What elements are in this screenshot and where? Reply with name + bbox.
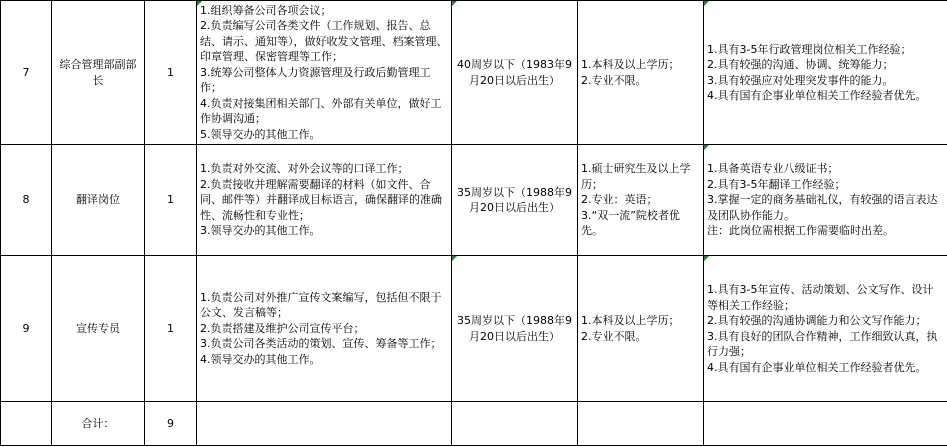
duty-item: 4.领导交办的其他工作。 — [200, 352, 321, 366]
total-value: 9 — [145, 402, 197, 446]
education-item: 1.本科及以上学历； — [581, 58, 680, 71]
requirement-item: 1.具有3-5年宣传、活动策划、公文写作、设计等相关工作经验； — [707, 283, 934, 312]
total-row — [1, 402, 947, 446]
duty-item: 2.负责接收并理解需要翻译的材料（如文件、合同、邮件等）并翻译成目标语言，确保翻译的准确性、流畅性和专业性； — [200, 177, 442, 222]
education-item: 2.专业不限。 — [581, 329, 647, 343]
requirement-item: 3.具有较强应对处理突发事件的能力。 — [707, 73, 894, 87]
requirements-cell — [704, 145, 947, 256]
requirement-item: 2.具有较强的沟通协调能力和公文写作能力； — [707, 314, 927, 327]
table-row — [1, 145, 947, 256]
duties-cell — [197, 1, 452, 145]
education-item: 2.专业不限。 — [581, 73, 647, 87]
education-cell — [578, 1, 704, 145]
duty-item: 2.负责搭建及维护公司宣传平台； — [200, 321, 365, 335]
total-empty-cell — [578, 402, 704, 446]
requirements-cell — [704, 1, 947, 145]
duties-cell — [197, 145, 452, 256]
duty-item: 1.负责公司对外推广宣传文案编写，包括但不限于公文、发言稿等； — [200, 290, 442, 320]
requirement-item: 3.掌握一定的商务基础礼仪，有较强的语言表达及团队协作能力。 — [707, 193, 938, 222]
education-cell — [578, 256, 704, 402]
row-number: 7 — [1, 1, 52, 145]
requirement-item: 2.具有较强的沟通、协调、统筹能力； — [707, 58, 894, 71]
position-name: 宣传专员 — [52, 256, 145, 402]
age-requirement: 35周岁以下（1988年9月20日以后出生） — [452, 256, 578, 402]
duties-cell — [197, 256, 452, 402]
duty-item: 5.领导交办的其他工作。 — [200, 127, 321, 141]
duty-item: 1.负责对外交流、对外会议等的口译工作； — [200, 162, 409, 176]
requirement-item: 1.具备英语专业八级证书； — [707, 162, 839, 176]
requirement-item: 注：此岗位需根据工作需要临时出差。 — [707, 224, 894, 238]
total-empty-cell — [197, 402, 452, 446]
age-requirement: 35周岁以下（1988年9月20日以后出生） — [452, 145, 578, 256]
table-row — [1, 256, 947, 402]
position-name: 综合管理部副部长 — [52, 1, 145, 145]
total-label: 合计： — [52, 402, 145, 446]
education-item: 3.“双一流”院校者优先。 — [581, 208, 680, 238]
requirement-item: 4.具有国有企事业单位相关工作经验者优先。 — [707, 89, 927, 102]
duty-item: 3.负责公司各类活动的策划、宣传、筹备等工作； — [200, 337, 442, 351]
age-requirement: 40周岁以下（1983年9月20日以后出生） — [452, 1, 578, 145]
total-empty-cell — [452, 402, 578, 446]
duty-item: 3.领导交办的其他工作。 — [200, 224, 321, 238]
headcount: 1 — [145, 1, 197, 145]
duty-item: 1.组织筹备公司各项会议； — [200, 3, 332, 17]
duty-item: 4.负责对接集团相关部门、外部有关单位，做好工作协调沟通； — [200, 96, 442, 126]
table-row — [1, 1, 947, 145]
education-cell — [578, 145, 704, 256]
row-number: 9 — [1, 256, 52, 402]
requirement-item: 4.具有国有企事业单位相关工作经验者优先。 — [707, 360, 927, 374]
row-number: 8 — [1, 145, 52, 256]
headcount: 1 — [145, 145, 197, 256]
requirements-cell — [704, 256, 947, 402]
position-name: 翻译岗位 — [52, 145, 145, 256]
requirement-item: 3.具有良好的团队合作精神，工作细致认真，执行力强； — [707, 329, 938, 358]
education-item: 1.本科及以上学历； — [581, 314, 680, 327]
requirement-item: 1.具有3-5年行政管理岗位相关工作经验； — [707, 42, 912, 56]
duty-item: 2.负责编写公司各类文件（工作规划、报告、总结、请示、通知等），做好收发文管理、档案管理、印章管理、保密管理等工作； — [200, 19, 448, 64]
duty-item: 3.统筹公司整体人力资源管理及行政后勤管理工作； — [200, 65, 431, 95]
headcount: 1 — [145, 256, 197, 402]
education-item: 2.专业：英语； — [581, 193, 658, 207]
requirement-item: 2.具有3-5年翻译工作经验； — [707, 177, 846, 191]
total-empty-cell — [1, 402, 52, 446]
education-item: 1.硕士研究生及以上学历； — [581, 162, 691, 191]
total-empty-cell — [704, 402, 947, 446]
